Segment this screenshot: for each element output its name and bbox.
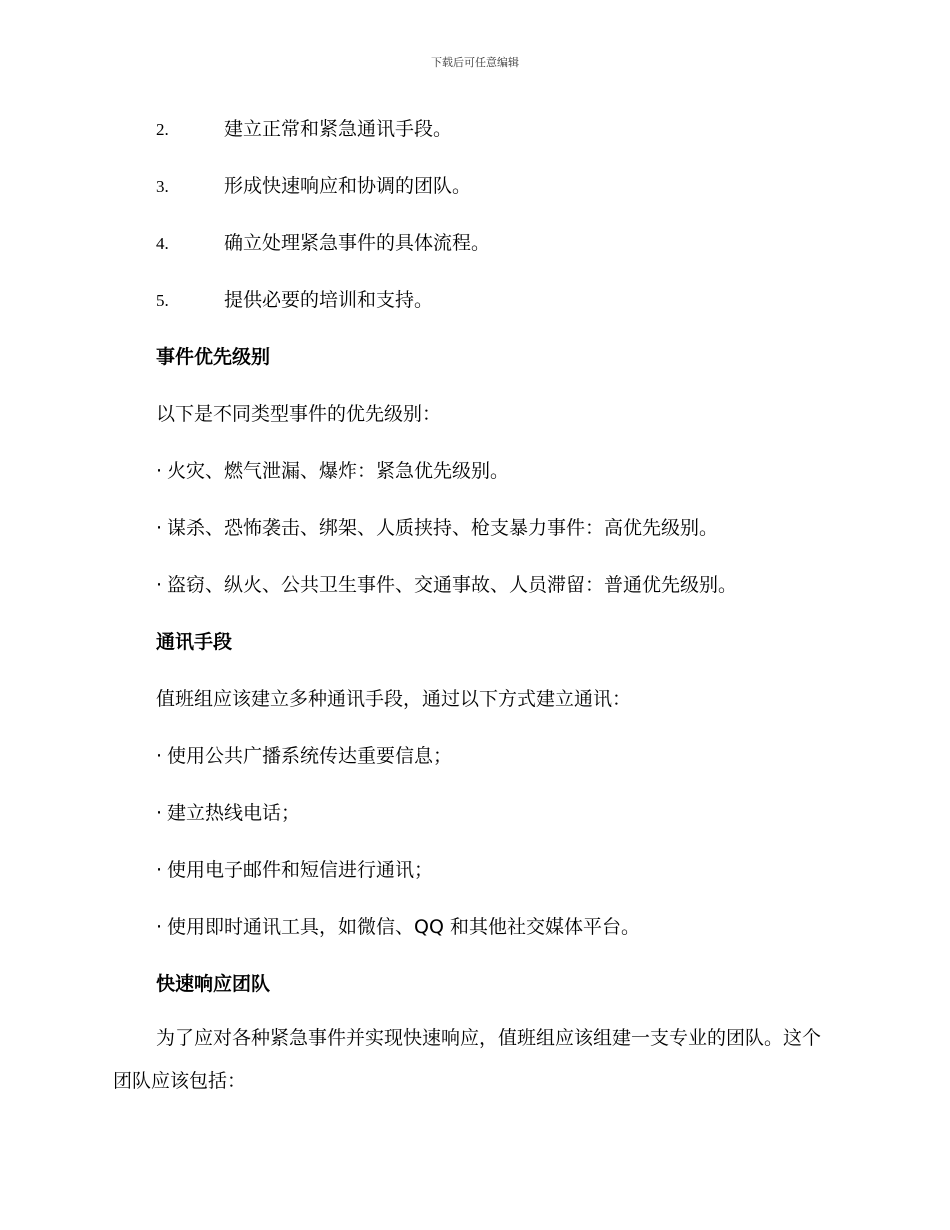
item-text: 提供必要的培训和支持。	[224, 289, 434, 311]
list-item	[113, 855, 837, 912]
bullet-marker: ·	[156, 517, 163, 539]
numbered-item	[113, 228, 837, 285]
section-heading-team: 快速响应团队	[156, 973, 271, 995]
item-number: 4.	[156, 234, 169, 253]
team-paragraph: 为了应对各种紧急事件并实现快速响应，值班组应该组建一支专业的团队。这个团队应该包括：	[113, 1027, 822, 1092]
item-text: 形成快速响应和协调的团队。	[224, 175, 472, 197]
numbered-item	[113, 171, 837, 228]
list-item-text: 火灾、燃气泄漏、爆炸：紧急优先级别。	[167, 460, 510, 482]
bullet-marker: ·	[156, 802, 163, 824]
list-item-text: 建立热线电话；	[167, 802, 301, 824]
list-item-text: 使用即时通讯工具，如微信、QQ 和其他社交媒体平台。	[167, 916, 640, 938]
list-item-text: 使用电子邮件和短信进行通讯；	[167, 859, 434, 881]
item-text: 确立处理紧急事件的具体流程。	[224, 232, 491, 254]
item-number: 3.	[156, 177, 169, 196]
bullet-marker: ·	[156, 916, 163, 938]
list-item-text: 盗窃、纵火、公共卫生事件、交通事故、人员滞留：普通优先级别。	[167, 574, 738, 596]
priority-intro: 以下是不同类型事件的优先级别：	[156, 403, 442, 425]
item-text: 建立正常和紧急通讯手段。	[224, 118, 453, 140]
list-item-text: 谋杀、恐怖袭击、绑架、人质挟持、枪支暴力事件：高优先级别。	[167, 517, 719, 539]
section-heading-comm: 通讯手段	[156, 631, 233, 653]
list-item-text: 使用公共广播系统传达重要信息；	[167, 745, 453, 767]
list-item	[113, 741, 837, 798]
list-item	[113, 456, 837, 513]
list-item	[113, 513, 837, 570]
comm-intro: 值班组应该建立多种通讯手段，通过以下方式建立通讯：	[156, 688, 632, 710]
list-item	[113, 570, 837, 627]
item-number: 2.	[156, 120, 169, 139]
bullet-marker: ·	[156, 859, 163, 881]
section-heading-priority: 事件优先级别	[156, 346, 271, 368]
numbered-item	[113, 114, 837, 171]
page-header: 下载后可任意编辑	[431, 56, 519, 69]
list-item	[113, 798, 837, 855]
bullet-marker: ·	[156, 574, 163, 596]
bullet-marker: ·	[156, 745, 163, 767]
item-number: 5.	[156, 291, 169, 310]
numbered-item	[113, 285, 837, 342]
list-item	[113, 912, 837, 969]
bullet-marker: ·	[156, 460, 163, 482]
document-body	[113, 114, 837, 1103]
